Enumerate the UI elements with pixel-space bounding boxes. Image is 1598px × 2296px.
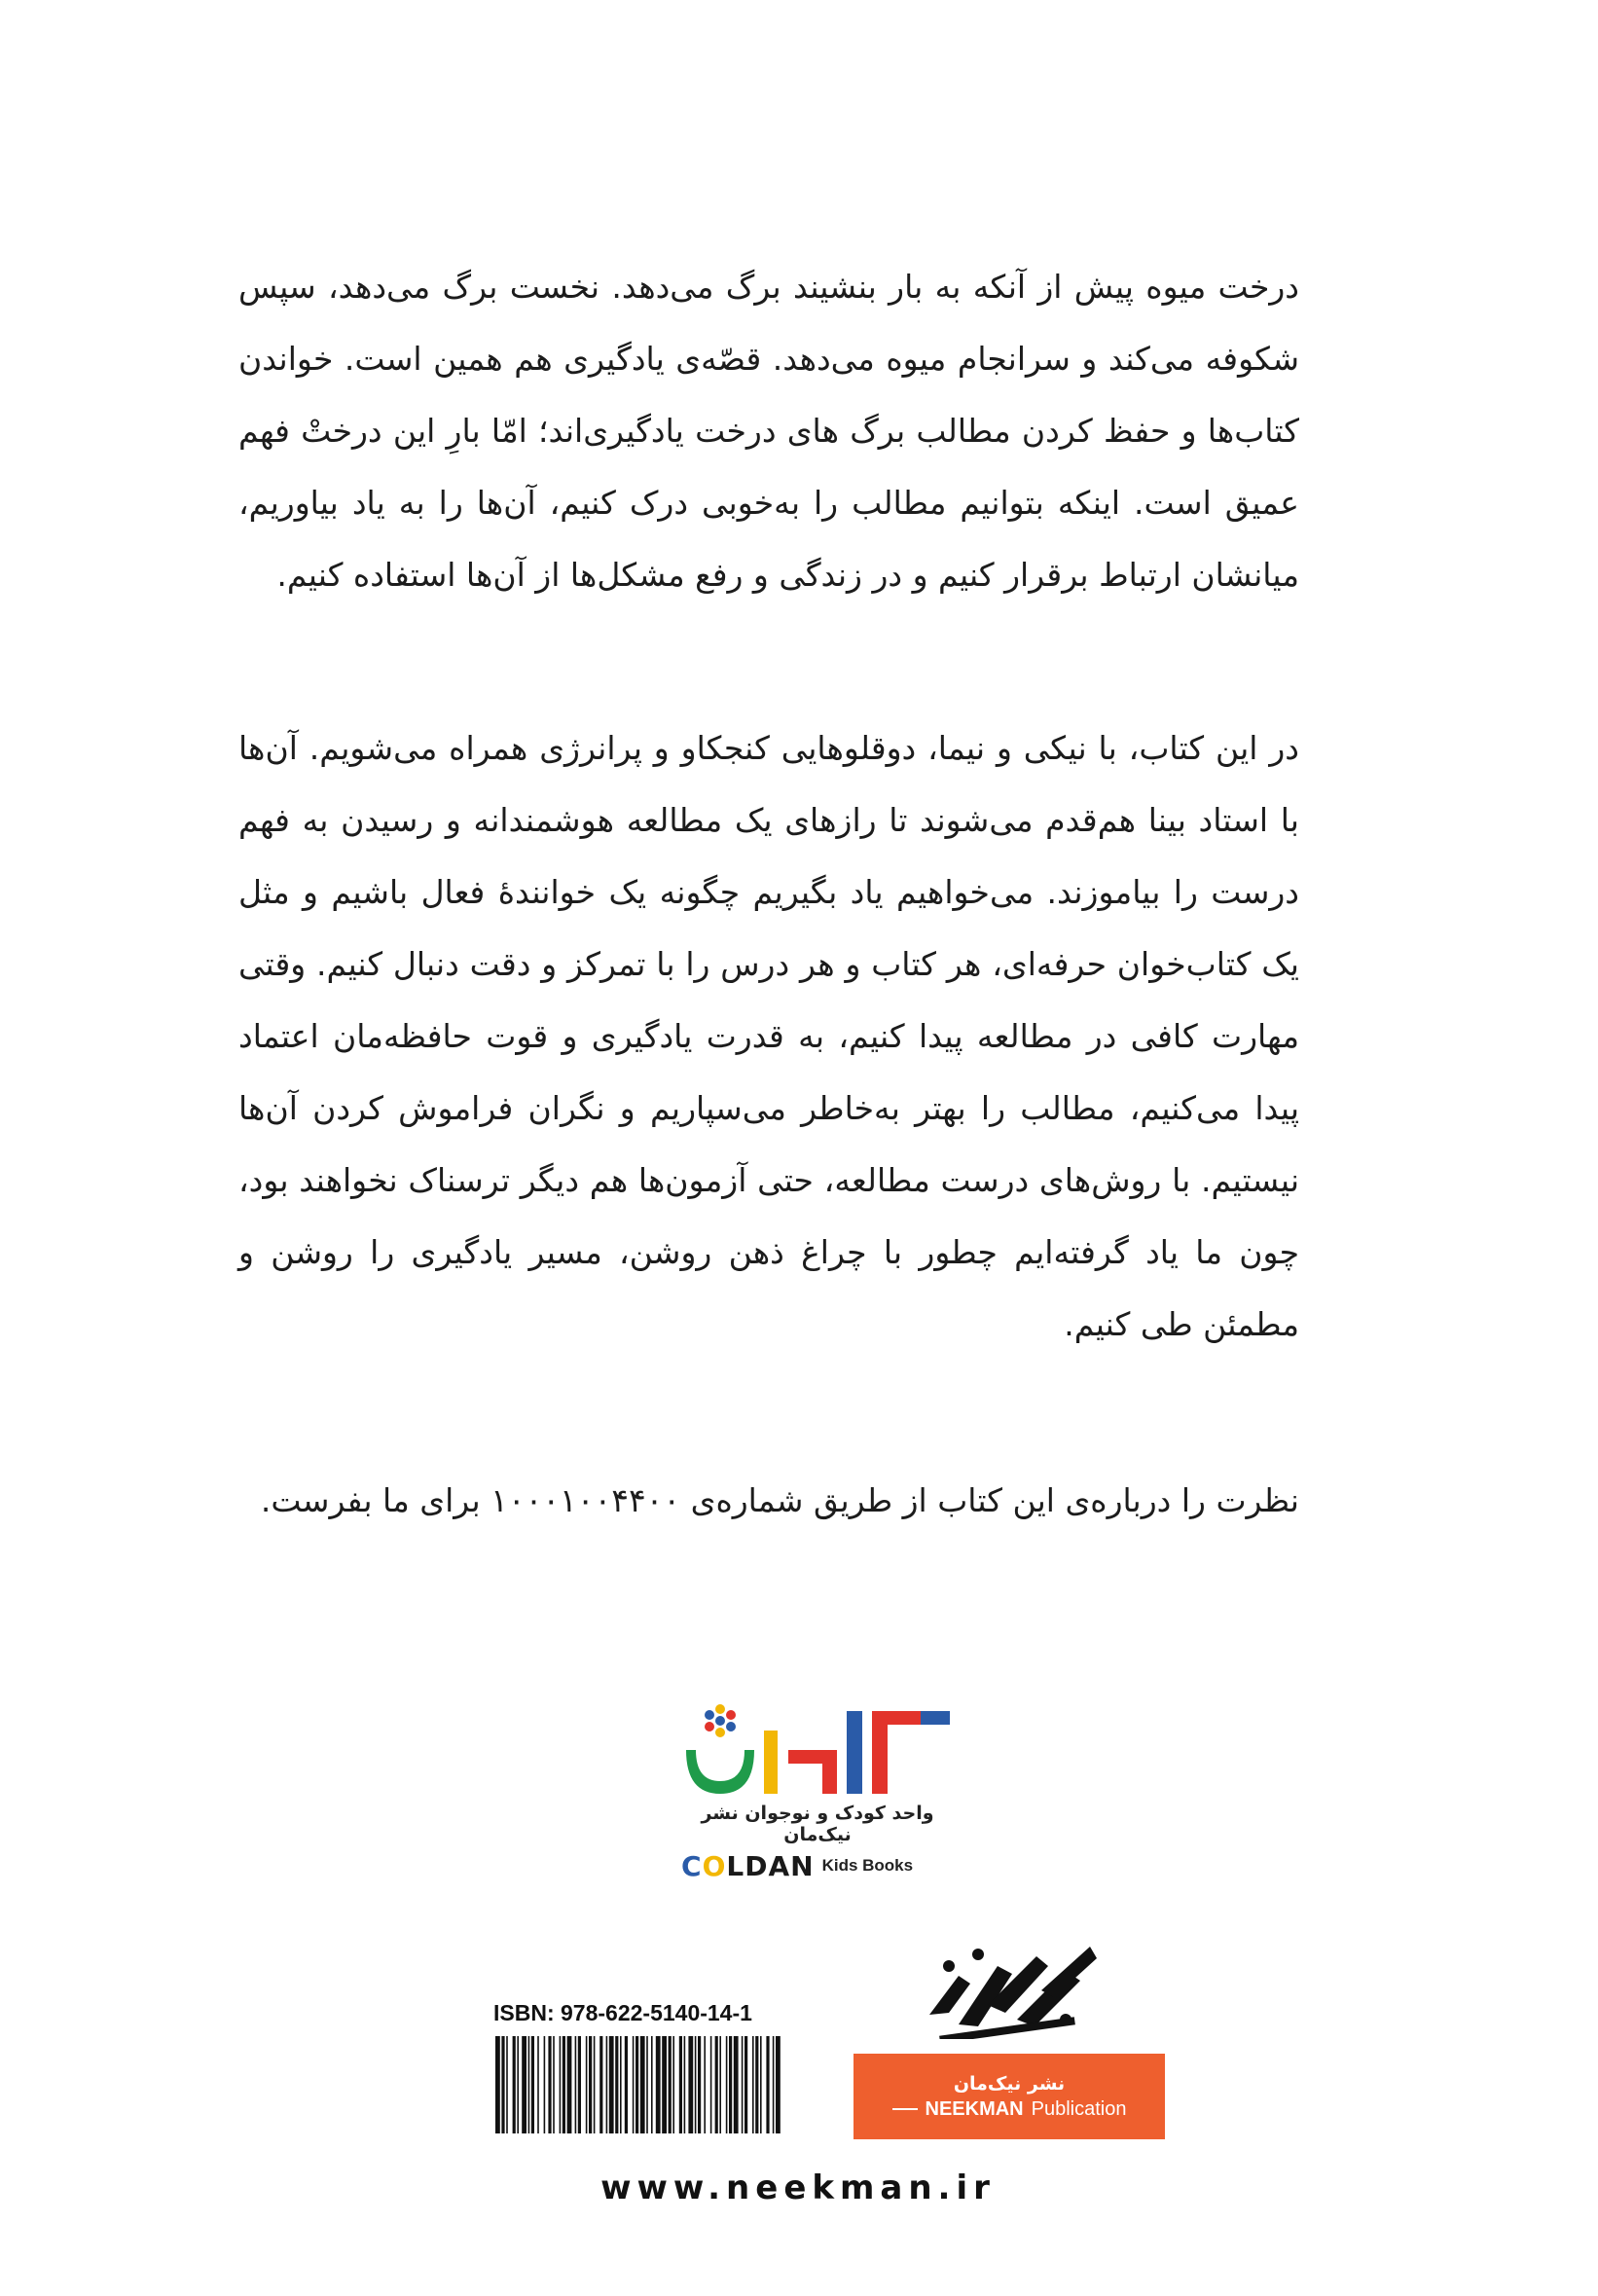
neekman-logo [920,1937,1100,2039]
neekman-label-en: NEEKMAN Publication [892,2098,1127,2121]
neekman-label-box [853,2054,1165,2139]
goldan-subtitle: واحد کودک و نوجوان نشر نیک‌مان [701,1803,934,1845]
neekman-label-fa: نشر نیک‌مان [953,2072,1066,2095]
goldan-wordmark [681,1851,913,1880]
website-url: www.neekman.ir [600,2168,996,2207]
isbn-label: ISBN: 978-622-5140-14-1 [493,2000,752,2025]
back-cover-paragraph-3: نظرت را درباره‌ی این کتاب از طریق شماره‌ی ۱۰۰۰۱۰۰۴۴۰۰ برای ما بفرست. [260,1481,1299,1519]
barcode [493,2036,785,2133]
back-cover-paragraph-1: درخت میوه پیش از آنکه به بار بنشیند برگ می‌دهد. نخست برگ می‌دهد، سپس شکوفه می‌کند و سرانجام میوه می‌دهد. قصّه‌ی یادگیری هم همین است. خواندن کتاب‌ها و حفظ کردن مطالب برگ های درخت یادگیری‌اند؛ امّا بارِ این درختْ فهم عمیق است. اینکه بتوانیم مطالب را به‌خوبی درک کنیم، آن‌ها را به یاد بیاوریم، میانشان ارتباط برقرار کنیم و در زندگی و رفع مشکل‌ها از آن‌ها استفاده کنیم. [238,268,1299,594]
goldan-wordmark-text: COLDAN [681,1849,815,1882]
dash-left [892,2108,918,2110]
flower-icon [705,1704,736,1737]
goldan-logo [681,1701,954,1799]
back-cover-paragraph-2: در این کتاب، با نیکی و نیما، دوقلوهایی کنجکاو و پرانرژی همراه می‌شویم. آن‌ها با استاد بینا هم‌قدم می‌شوند تا رازهای یک مطالعه هوشمندانه و رسیدن به فهم درست را بیاموزند. می‌خواهیم یاد بگیریم چگونه یک خوانندهٔ فعال باشیم و مثل یک کتاب‌خوان حرفه‌ای، هر کتاب و هر درس را با تمرکز و دقت دنبال کنیم. وقتی مهارت کافی در مطالعه پیدا کنیم، به قدرت یادگیری و قوت حافظه‌مان اعتماد پیدا می‌کنیم، مطالب را بهتر به‌خاطر می‌سپاریم و نگران فراموش کردن آن‌ها نیستیم. با روش‌های درست مطالعه، حتی آزمون‌ها هم دیگر ترسناک نخواهند بود، چون ما یاد گرفته‌ایم چطور با چراغ ذهن روشن، مسیر یادگیری را روشن و مطمئن طی کنیم. [238,729,1299,1343]
goldan-kids-label: Kids Books [821,1856,914,1875]
